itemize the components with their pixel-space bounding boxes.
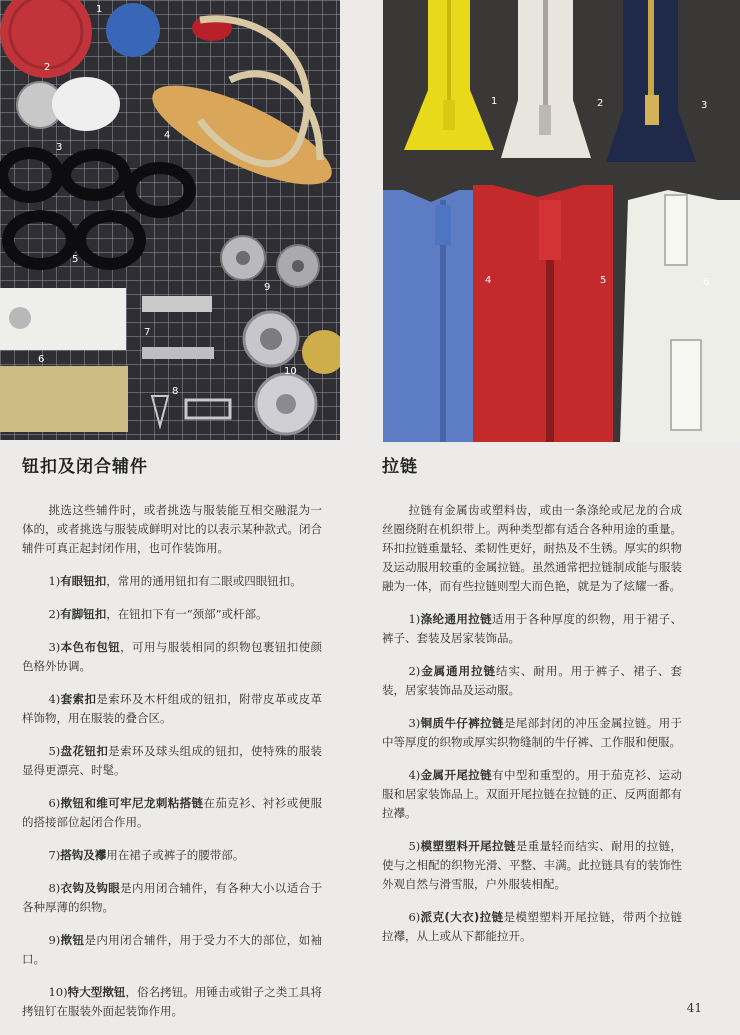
item-number: 9) (48, 933, 61, 947)
list-item (22, 879, 322, 917)
item-number: 3) (408, 716, 421, 730)
item-description: 是索环及球头组成的钮扣，使特殊的服装显得更漂亮、时髦。 (22, 744, 323, 777)
photo-label: 3 (56, 142, 63, 153)
photo-buttons-closures (0, 0, 340, 440)
list-item (22, 931, 322, 969)
item-list (22, 572, 322, 1021)
item-number: 6) (408, 910, 421, 924)
photo-label: 7 (144, 327, 151, 338)
item-description: 有中型和重型的。用于茄克衫、运动服和居家装饰品上。双面开尾拉链在拉链的正、反两面都有拉襻。 (382, 768, 683, 820)
photo-label: 8 (172, 386, 179, 397)
item-term: 套索扣 (60, 692, 97, 706)
item-term: 盘花钮扣 (60, 744, 109, 758)
list-item (382, 908, 682, 946)
list-item (382, 766, 682, 823)
item-description: 是重量轻而结实、耐用的拉链，使与之相配的织物光滑、平整、丰满。此拉链具有的装饰性外观自然与滑雪服，户外服装相配。 (382, 839, 683, 891)
item-description: 是模塑塑料开尾拉链，带两个拉链拉襻，从上或从下都能拉开。 (382, 910, 683, 943)
item-description: ，在钮扣下有一“颈部”或杆部。 (106, 607, 268, 621)
item-description: ，可用与服装相同的织物包裹钮扣使颜色格外协调。 (22, 640, 323, 673)
list-item (22, 846, 322, 865)
item-term: 有眼钮扣 (60, 574, 107, 588)
photo-label: 5 (600, 275, 607, 286)
list-item (22, 794, 322, 832)
item-term: 金属开尾拉链 (420, 768, 493, 782)
item-number: 4) (408, 768, 421, 782)
item-number: 5) (408, 839, 421, 853)
item-term: 金属通用拉链 (420, 664, 496, 678)
intro-paragraph: 挑选这些辅件时，或者挑选与服装能互相交融混为一体的，或者挑选与服装成鲜明对比的以表示某种款式。闭合辅件可真正起封闭作用，也可作装饰用。 (22, 503, 322, 555)
item-term: 揿钮和维可牢尼龙刺粘搭链 (60, 796, 204, 810)
section-heading: 钮扣及闭合辅件 (22, 457, 148, 477)
item-number: 2) (48, 607, 61, 621)
item-number: 4) (48, 692, 61, 706)
item-description: 是内用闭合辅件，用于受力不大的部位，如袖口。 (22, 933, 323, 966)
photo-label: 10 (284, 366, 297, 377)
photo-label: 4 (164, 130, 171, 141)
item-number: 10) (48, 985, 68, 999)
item-description: ，俗名拷钮。用锤击或钳子之类工具将拷钮钉在服装外面起装饰作用。 (22, 985, 323, 1018)
list-item (22, 742, 322, 780)
list-item (382, 662, 682, 700)
item-term: 铜质牛仔裤拉链 (420, 716, 504, 730)
list-item (22, 605, 322, 624)
photo-label: 6 (38, 354, 45, 365)
item-term: 搭钩及襻 (60, 848, 107, 862)
list-item (22, 638, 322, 676)
item-term: 有脚钮扣 (60, 607, 107, 621)
list-item (22, 983, 322, 1021)
photo-label: 4 (485, 275, 492, 286)
item-description: 用在裙子或裤子的腰带部。 (106, 848, 245, 862)
photo-zippers (383, 0, 740, 442)
photo-label: 9 (264, 282, 271, 293)
item-description: 适用于各种厚度的织物，用于裙子、裤子、套装及居家装饰品。 (382, 612, 683, 645)
item-term: 模塑塑料开尾拉链 (420, 839, 516, 853)
item-term: 特大型揿钮 (67, 985, 126, 999)
item-description: ，常用的通用钮扣有二眼或四眼钮扣。 (106, 574, 302, 588)
zippers-section (382, 452, 682, 960)
item-number: 1) (408, 612, 421, 626)
item-description: 是内用闭合辅件，有各种大小以适合于各种厚薄的织物。 (22, 881, 323, 914)
intro-paragraph: 拉链有金属齿或塑料齿，或由一条涤纶或尼龙的合成丝圈绕附在机织带上。两种类型都有适合各种用途的重量。环扣拉链重量轻、柔韧性更好，耐热及不生锈。厚实的织物及运动服用较重的金属拉链。虽然通常把拉链制成能与服装融为一体，而有些拉链则型大而色艳，就是为了炫耀一番。 (382, 503, 682, 593)
item-number: 7) (48, 848, 61, 862)
item-list (382, 610, 682, 946)
photo-label: 1 (96, 4, 103, 15)
item-number: 8) (48, 881, 61, 895)
item-number: 1) (48, 574, 61, 588)
list-item (382, 714, 682, 752)
item-number: 5) (48, 744, 61, 758)
item-description: 是尾部封闭的冲压金属拉链。用于中等厚度的织物或厚实织物缝制的牛仔裤、工作服和便服。 (382, 716, 683, 749)
list-item (22, 572, 322, 591)
item-number: 2) (408, 664, 421, 678)
item-term: 派克(大衣)拉链 (420, 910, 504, 924)
page-number: 41 (686, 1001, 702, 1015)
buttons-section (22, 452, 322, 1035)
list-item (22, 690, 322, 728)
item-description: 结实、耐用。用于裤子、裙子、套装，居家装饰品及运动服。 (382, 664, 682, 697)
photo-label: 3 (701, 100, 708, 111)
photo-label: 6 (703, 277, 710, 288)
list-item (382, 610, 682, 648)
item-number: 6) (48, 796, 61, 810)
photo-label: 1 (491, 96, 498, 107)
item-number: 3) (48, 640, 61, 654)
item-term: 揿钮 (60, 933, 85, 947)
section-heading: 拉链 (382, 457, 418, 477)
item-description: 是索环及木杆组成的钮扣，附带皮革或皮革样饰物，用在服装的叠合区。 (22, 692, 323, 725)
list-item (382, 837, 682, 894)
photo-label: 5 (72, 254, 79, 265)
item-term: 衣钩及钩眼 (60, 881, 121, 895)
item-term: 涤纶通用拉链 (420, 612, 493, 626)
photo-label: 2 (44, 62, 51, 73)
photo-label: 2 (597, 98, 604, 109)
item-term: 本色布包钮 (60, 640, 121, 654)
item-description: 在茄克衫、衬衫或便服的搭接部位起闭合作用。 (22, 796, 323, 829)
